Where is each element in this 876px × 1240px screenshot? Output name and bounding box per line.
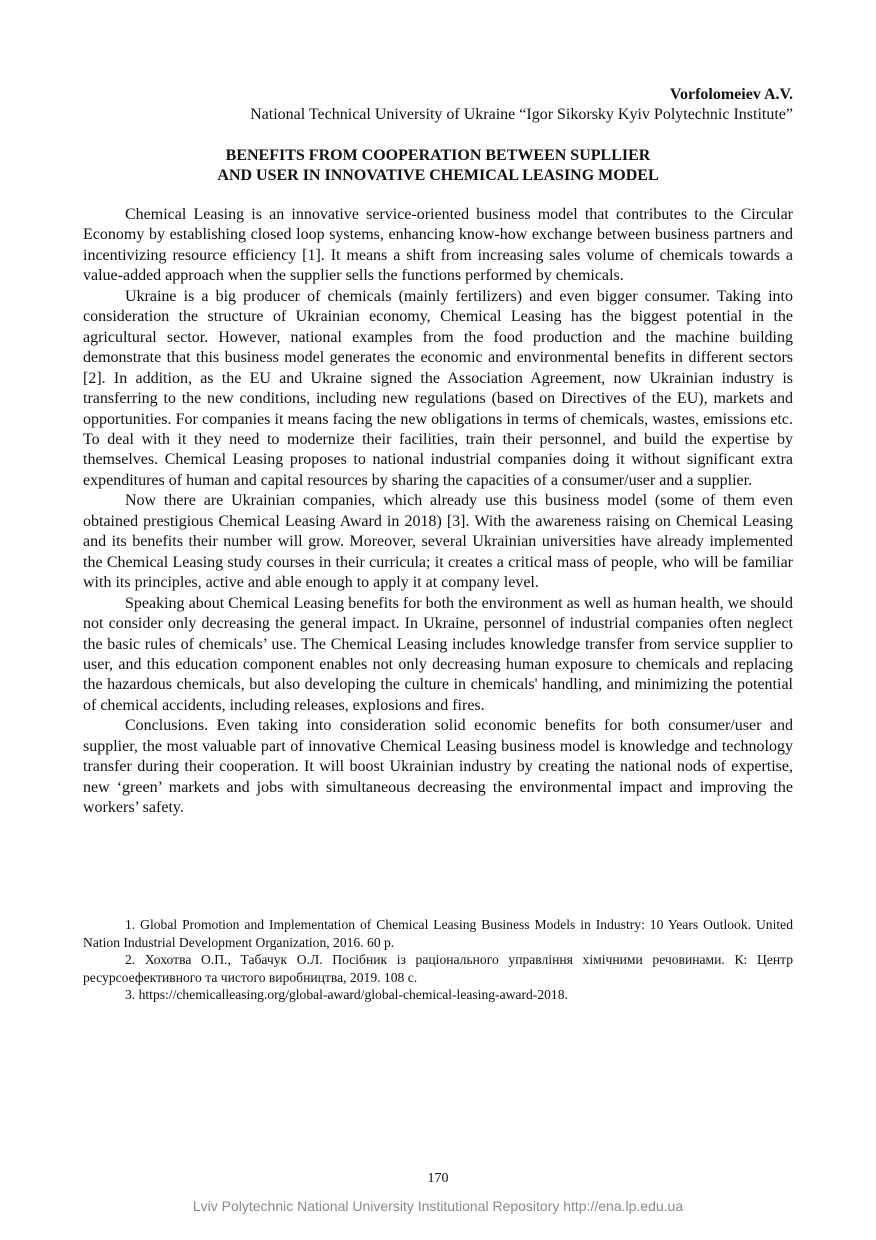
reference-item: 2. Хохотва О.П., Табачук О.Л. Посібник із раціонального управління хімічними речовинами. К: Центр ресурсоефективного та чистого виробництва, 2019. 108 с.: [83, 952, 793, 985]
body-paragraph: Chemical Leasing is an innovative service-oriented business model that contributes to the Circular Economy by establishing closed loop systems, enhancing know-how exchange between business partners and incentivizing resource efficiency [1]. It means a shift from increasing sales volume of chemicals towards a value-added approach when the supplier sells the functions performed by chemicals.: [83, 206, 793, 285]
page-number: 170: [427, 1171, 449, 1186]
author-name: Vorfolomeiev A.V.: [669, 86, 793, 103]
paper-body: [83, 205, 793, 819]
author-affiliation: National Technical University of Ukraine “Igor Sikorsky Kyiv Polytechnic Institute”: [250, 106, 793, 123]
references-list: [83, 916, 793, 1004]
repository-footer: Lviv Polytechnic National University Institutional Repository http://ena.lp.edu.ua: [192, 1198, 684, 1214]
paper-title: [83, 146, 793, 186]
body-paragraph: Speaking about Chemical Leasing benefits for both the environment as well as human health, we should not consider only decreasing the general impact. In Ukraine, personnel of industrial companies often neglect the basic rules of chemicals’ use. The Chemical Leasing includes knowledge transfer from service supplier to user, and this education component enables not only decreasing human exposure to chemicals and replacing the hazardous chemicals, but also developing the culture in chemicals' handling, and minimizing the potential of chemical accidents, including releases, explosions and fires.: [83, 594, 793, 714]
reference-item: 1. Global Promotion and Implementation of Chemical Leasing Business Models in Industry: 10 Years Outlook. United Nation Industrial Development Organization, 2016. 60 p.: [83, 917, 793, 950]
paper-title-line-1: BENEFITS FROM COOPERATION BETWEEN SUPLLIER: [225, 147, 651, 164]
body-paragraph: Ukraine is a big producer of chemicals (mainly fertilizers) and even bigger consumer. Taking into consideration the structure of Ukrainian economy, Chemical Leasing has the biggest potential in the agricultural sector. However, national examples from the food production and the machine building demonstrate that this business model generates the economic and environmental benefits in different sectors [2]. In addition, as the EU and Ukraine signed the Association Agreement, now Ukrainian industry is transferring to the new conditions, including new regulations (based on Directives of the EU), markets and opportunities. For companies it means facing the new obligations in terms of chemicals, wastes, emissions etc. To deal with it they need to modernize their facilities, train their personnel, and build the expertise by themselves. Chemical Leasing proposes to national industrial companies doing it without significant extra expenditures of human and capital resources by sharing the capacities of a consumer/user and a supplier.: [83, 287, 793, 489]
reference-item: 3. https://chemicalleasing.org/global-award/global-chemical-leasing-award-2018.: [125, 987, 568, 1002]
paper-title-line-2: AND USER IN INNOVATIVE CHEMICAL LEASING MODEL: [217, 167, 659, 184]
body-paragraph: Conclusions. Even taking into consideration solid economic benefits for both consumer/user and supplier, the most valuable part of innovative Chemical Leasing business model is knowledge and technology transfer during their cooperation. It will boost Ukrainian industry by creating the national nods of expertise, new ‘green’ markets and jobs with simultaneous decreasing the environmental impact and improving the workers’ safety.: [83, 717, 793, 817]
body-paragraph: Now there are Ukrainian companies, which already use this business model (some of them even obtained prestigious Chemical Leasing Award in 2018) [3]. With the awareness raising on Chemical Leasing and its benefits their number will grow. Moreover, several Ukrainian universities have already implemented the Chemical Leasing study courses in their curricula; it creates a critical mass of people, who will be familiar with its principles, active and able enough to apply it at company level.: [83, 492, 793, 592]
